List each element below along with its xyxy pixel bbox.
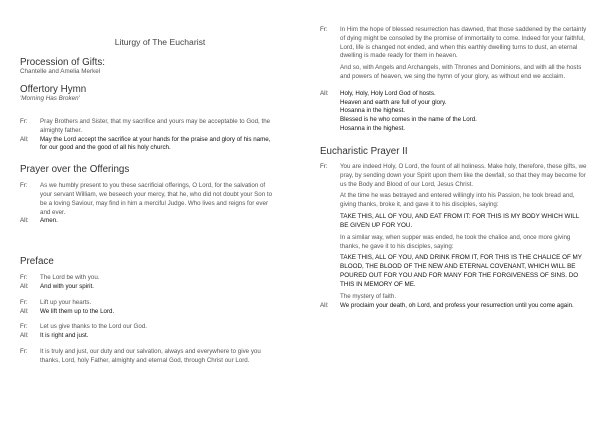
dialogue-line bbox=[320, 302, 588, 311]
dialogue-line bbox=[320, 26, 588, 61]
speaker-label: All: bbox=[20, 217, 29, 225]
prayer-offerings-section bbox=[20, 164, 276, 226]
dialogue-text: As we humbly present to you these sacrificial offerings, O Lord, for the salvation of your servant William, we beseech your mercy, that he, who did not doubt your Son to be a loving Saviour, may find in him a merciful Judge. Who lives and reigns for ever and ever. bbox=[40, 182, 273, 216]
dialogue-text: We lift them up to the Lord. bbox=[40, 307, 115, 315]
dialogue-line bbox=[20, 323, 276, 332]
speaker-label: Fr: bbox=[320, 26, 328, 33]
speaker-label: Fr: bbox=[320, 163, 328, 171]
dialogue-text: We proclaim your death, oh Lord, and profess your resurrection until you come again. bbox=[340, 302, 574, 310]
dialogue-text: In Him the hope of blessed resurrection has dawned, that those saddened by the certainty of dying might be consoled by the promise of immortality to come. Indeed for your faithful, Lord, life is changed not ended, and when this earthly dwelling turns to dust, an eternal dwelling is made ready for them in heaven. bbox=[340, 26, 587, 60]
dialogue-text: The Lord be with you. bbox=[40, 274, 100, 282]
speaker-label: Fr: bbox=[20, 348, 28, 356]
preface-section bbox=[20, 256, 276, 366]
dialogue-line bbox=[20, 182, 276, 217]
sanctus bbox=[320, 90, 588, 134]
sanctus-line: Holy, Holy, Holy Lord God of hosts. bbox=[340, 89, 436, 97]
speaker-label: Fr: bbox=[20, 323, 28, 331]
speaker-label: Fr: bbox=[20, 182, 28, 190]
narrative-paragraph: At the time he was betrayed and entered willingly into his Passion, he took bread and, giving thanks, broke it, and gave it to his disciples, saying: bbox=[340, 192, 575, 209]
speaker-label: All: bbox=[20, 135, 29, 143]
preface-continuation: And so, with Angels and Archangels, with Thrones and Dominions, and with all the hosts and powers of heaven, we sing the hymn of your glory, as without end we acclaim. bbox=[340, 64, 582, 80]
procession-names: Chantelle and Amelia Merkel bbox=[20, 68, 101, 76]
dialogue-text: Lift up your hearts. bbox=[40, 298, 92, 306]
dialogue-line bbox=[20, 136, 276, 154]
dialogue-text: Pray Brothers and Sister, that my sacrifice and yours may be acceptable to God, the almighty father. bbox=[40, 118, 271, 134]
narrative-paragraph: In a similar way, when supper was ended, he took the chalice and, once more giving thanks, he gave it to his disciples, saying: bbox=[340, 233, 571, 250]
dialogue-text: It is truly and just, our duty and our salvation, always and everywhere to give you thanks, Lord, holy Father, almighty and eternal God, through Christ our Lord. bbox=[40, 348, 261, 364]
dialogue-line bbox=[20, 308, 276, 317]
procession-heading: Procession of Gifts: bbox=[20, 57, 105, 68]
speaker-label: All: bbox=[20, 332, 29, 340]
speaker-label: All: bbox=[320, 302, 329, 310]
speaker-label: All: bbox=[20, 283, 29, 291]
sanctus-line: Hosanna in the highest. bbox=[340, 124, 406, 132]
dialogue-line bbox=[320, 163, 588, 189]
procession-section bbox=[20, 57, 300, 76]
prayer-offerings-heading: Prayer over the Offerings bbox=[20, 164, 130, 175]
speaker-label: Fr: bbox=[20, 274, 28, 282]
sanctus-line: Heaven and earth are full of your glory. bbox=[340, 98, 447, 106]
speaker-label: Fr: bbox=[20, 298, 28, 306]
page-title: Liturgy of The Eucharist bbox=[114, 37, 206, 47]
dialogue-line bbox=[20, 299, 276, 308]
speaker-label: Fr: bbox=[20, 118, 28, 125]
dialogue-line bbox=[20, 274, 276, 283]
speaker-label: All: bbox=[320, 89, 329, 97]
dialogue-line bbox=[20, 283, 276, 292]
offertory-hymn: 'Morning Has Broken' bbox=[20, 95, 80, 103]
dialogue-line bbox=[20, 118, 276, 136]
dialogue-text: Let us give thanks to the Lord our God. bbox=[40, 323, 147, 331]
offertory-heading: Offertory Hymn bbox=[20, 84, 87, 95]
dialogue-text: It is right and just. bbox=[40, 332, 89, 340]
dialogue-text: Amen. bbox=[40, 217, 58, 225]
dialogue-text: You are indeed Holy, O Lord, the fount of all holiness. Make holy, therefore, these gifts, we pray, by sending down your Spirit upon them like the dewfall, so that they may become for us the Body and Blood of our Lord, Jesus Christ. bbox=[340, 163, 587, 188]
right-page bbox=[320, 26, 588, 311]
mystery-of-faith: The mystery of faith. bbox=[340, 293, 397, 301]
dialogue-line bbox=[20, 217, 276, 226]
eucharistic-prayer-heading: Eucharistic Prayer II bbox=[320, 145, 408, 157]
dialogue-line bbox=[20, 332, 276, 341]
offertory-dialogue bbox=[20, 118, 276, 153]
consecration-words: TAKE THIS, ALL OF YOU, AND EAT FROM IT: FOR THIS IS MY BODY WHICH WILL BE GIVEN UP FOR YOU. bbox=[340, 213, 579, 229]
dialogue-line bbox=[20, 348, 276, 366]
sanctus-line: Blessed is he who comes in the name of the Lord. bbox=[340, 116, 477, 124]
sanctus-line: Hosanna in the highest. bbox=[340, 107, 406, 115]
speaker-label: All: bbox=[20, 307, 29, 315]
consecration-words: TAKE THIS, ALL OF YOU, AND DRINK FROM IT, FOR THIS IS THE CHALICE OF MY BLOOD, THE BLOOD OF THE NEW AND ETERNAL COVENANT, WHICH WILL BE POURED OUT FOR YOU AND FOR MANY FOR THE FORGIVENESS OF SINS. DO THIS IN MEMORY OF ME. bbox=[340, 254, 582, 289]
dialogue-text: And with your spirit. bbox=[40, 283, 94, 291]
dialogue-text: May the Lord accept the sacrifice at your hands for the praise and glory of his name, for our good and the good of all his holy church. bbox=[40, 135, 271, 152]
offertory-section bbox=[20, 84, 300, 103]
preface-heading: Preface bbox=[20, 256, 54, 267]
